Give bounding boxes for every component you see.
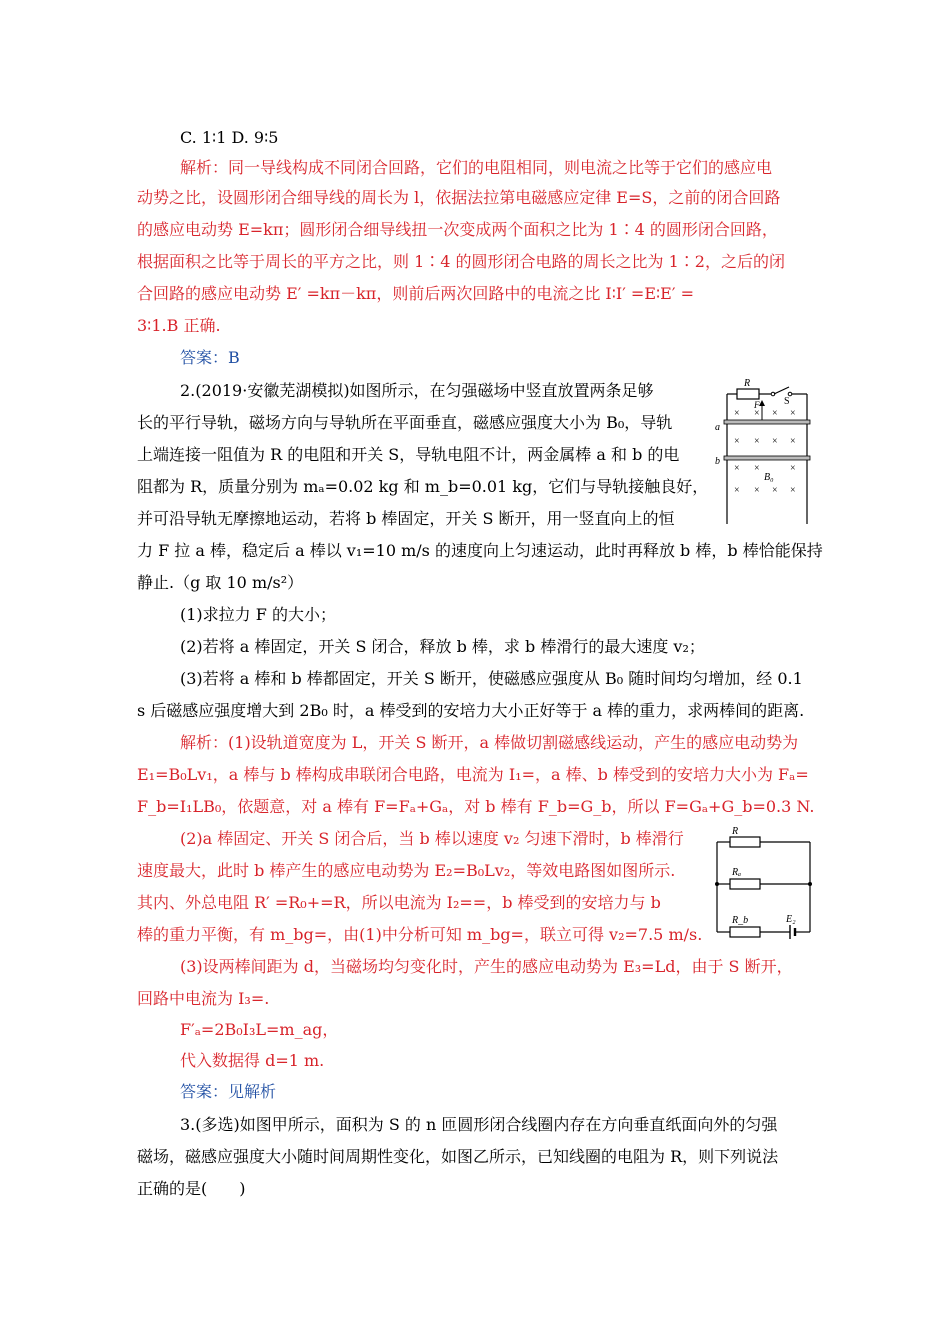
analysis-label: 解析： [180, 733, 229, 752]
q2-a3-line-4: 代入数据得 d=1 m. [180, 1051, 325, 1070]
q2-a3-line-1: (3)设两棒间距为 d，当磁场均匀变化时，产生的感应电动势为 E₃=Ld，由于 S 断开， [180, 957, 793, 976]
equivalent-circuit-figure [712, 824, 817, 942]
rod-b [724, 456, 810, 460]
fig2-label-rb: R_b [732, 915, 749, 926]
fig1-label-f: F [754, 400, 760, 410]
q1-analysis-line-2: 动势之比，设圆形闭合细导线的周长为 l，依据法拉第电磁感应定律 E=S，之前的闭合回路 [137, 188, 781, 207]
fig2-label-e2: E₂ [786, 914, 796, 925]
q2-answer: 答案：见解析 [180, 1082, 277, 1101]
q2-stem-line-3: 上端连接一阻值为 R 的电阻和开关 S，导轨电阻不计，两金属棒 a 和 b 的电 [137, 445, 680, 464]
fig1-label-b: b [715, 456, 720, 467]
fig1-label-r: R [744, 378, 751, 389]
svg-text:×: × [790, 408, 796, 419]
q2-a3-line-3: F′ₐ=2B₀I₃L=m_ag， [180, 1020, 339, 1039]
svg-text:×: × [754, 463, 760, 474]
rail-circuit-figure [712, 376, 822, 526]
q1-analysis-line-3: 的感应电动势 E=kπ；圆形闭合细导线扭一次变成两个面积之比为 1∶4 的圆形闭合回路， [137, 220, 778, 239]
q2-sub2: (2)若将 a 棒固定，开关 S 闭合，释放 b 棒，求 b 棒滑行的最大速度 v₂； [180, 637, 705, 656]
svg-text:×: × [734, 408, 740, 419]
q2-a1-line-3: F_b=I₁LB₀，依题意，对 a 棒有 F=Fₐ+Gₐ，对 b 棒有 F_b=G_b，所以 F=Gₐ+G_b=0.3 N. [137, 797, 815, 816]
svg-text:×: × [734, 463, 740, 474]
q2-stem-line-5: 并可沿导轨无摩擦地运动，若将 b 棒固定，开关 S 断开，用一竖直向上的恒 [137, 509, 675, 528]
resistor-ra [730, 879, 760, 889]
resistor-rb [730, 927, 760, 937]
fig1-label-b0: B₀ [764, 472, 774, 483]
q2-stem-line-1: 2.(2019·安徽芜湖模拟)如图所示，在匀强磁场中竖直放置两条足够 [180, 381, 654, 400]
svg-text:×: × [754, 485, 760, 496]
q2-stem-line-2: 长的平行导轨，磁场方向与导轨所在平面垂直，磁感应强度大小为 B₀，导轨 [137, 413, 673, 432]
q1-analysis-line-1: 解析：同一导线构成不同闭合回路，它们的电阻相同，则电流之比等于它们的感应电 [180, 158, 773, 177]
q2-stem-line-6: 力 F 拉 a 棒，稳定后 a 棒以 v₁=10 m/s 的速度向上匀速运动，此时再释放 b 棒，b 棒恰能保持 [137, 541, 823, 560]
svg-text:×: × [734, 436, 740, 447]
switch-s [774, 387, 789, 394]
q2-a3-line-2: 回路中电流为 I₃=. [137, 989, 270, 1008]
q2-a2-line-1: (2)a 棒固定、开关 S 闭合后，当 b 棒以速度 v₂ 匀速下滑时，b 棒滑行 [180, 829, 684, 848]
q2-sub1: (1)求拉力 F 的大小； [180, 605, 336, 624]
svg-text:×: × [772, 408, 778, 419]
svg-text:×: × [754, 436, 760, 447]
svg-text:×: × [772, 485, 778, 496]
rod-a [724, 420, 810, 424]
svg-text:×: × [754, 408, 760, 419]
resistor-r [737, 389, 759, 399]
q2-a2-line-4: 棒的重力平衡，有 m_bg=，由(1)中分析可知 m_bg=，联立可得 v₂=7.5 m/s. [137, 925, 703, 944]
q2-a1-line-2: E₁=B₀Lv₁，a 棒与 b 棒构成串联闭合电路，电流为 I₁=，a 棒、b 棒受到的安培力大小为 Fₐ= [137, 765, 809, 784]
q3-stem-line-3: 正确的是( ) [137, 1179, 246, 1198]
q1-analysis-line-5: 合回路的感应电动势 E′ =kπ－kπ，则前后两次回路中的电流之比 I∶I′ =E∶E′ = [137, 284, 694, 303]
q2-a2-line-2: 速度最大，此时 b 棒产生的感应电动势为 E₂=B₀Lv₂，等效电路图如图所示. [137, 861, 676, 880]
q2-a1-line-1: 解析：(1)设轨道宽度为 L，开关 S 断开，a 棒做切割磁感线运动，产生的感应电动势为 [180, 733, 799, 752]
answer-label: 答案： [180, 348, 229, 367]
q1-analysis-line-4: 根据面积之比等于周长的平方之比，则 1∶4 的圆形闭合电路的周长之比为 1∶2，之后的闭 [137, 252, 785, 271]
q1-analysis-line-6: 3∶1.B 正确. [137, 316, 221, 335]
q2-sub3-line-1: (3)若将 a 棒和 b 棒都固定，开关 S 断开，使磁感应强度从 B₀ 随时间均匀增加，经 0.1 [180, 669, 803, 688]
svg-text:×: × [790, 463, 796, 474]
fig1-label-s: S [784, 396, 790, 407]
q3-stem-line-2: 磁场，磁感应强度大小随时间周期性变化，如图乙所示，已知线圈的电阻为 R，则下列说法 [137, 1147, 779, 1166]
q1-answer: 答案：B [180, 348, 240, 367]
resistor-r [730, 837, 760, 847]
fig2-label-ra: Rₐ [732, 867, 742, 878]
answer-label: 答案： [180, 1082, 229, 1101]
fig2-label-r: R [732, 826, 739, 837]
svg-text:×: × [772, 436, 778, 447]
q1-options: C. 1∶1 D. 9∶5 [180, 128, 279, 147]
q2-a2-line-3: 其内、外总电阻 R′ =R₀+=R，所以电流为 I₂==，b 棒受到的安培力与 b [137, 893, 661, 912]
q3-stem-line-1: 3.(多选)如图甲所示，面积为 S 的 n 匝圆形闭合线圈内存在方向垂直纸面向外的匀强 [180, 1115, 778, 1134]
analysis-label: 解析： [180, 158, 229, 177]
svg-text:×: × [790, 436, 796, 447]
svg-text:×: × [790, 485, 796, 496]
svg-text:×: × [734, 485, 740, 496]
q2-stem-line-7: 静止.（g 取 10 m/s²） [137, 573, 304, 592]
q2-stem-line-4: 阻都为 R，质量分别为 mₐ=0.02 kg 和 m_b=0.01 kg，它们与导轨接触良好， [137, 477, 709, 496]
fig1-label-a: a [715, 422, 720, 433]
q2-sub3-line-2: s 后磁感应强度增大到 2B₀ 时，a 棒受到的安培力大小正好等于 a 棒的重力，求两棒间的距离. [137, 701, 805, 720]
